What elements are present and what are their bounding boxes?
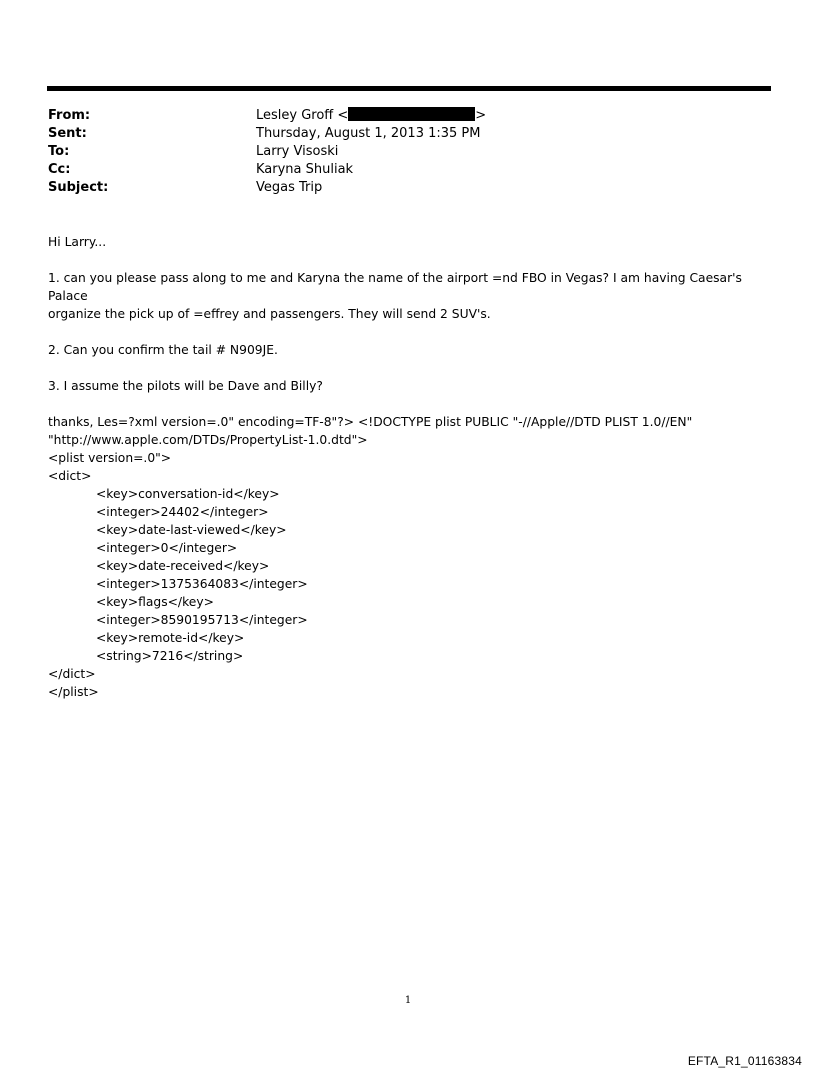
dict-entry: <integer>1375364083</integer>: [96, 577, 308, 591]
greeting: Hi Larry...: [48, 235, 107, 249]
to-label: To:: [48, 144, 70, 159]
from-email-close: >: [475, 108, 487, 123]
page-number: 1: [404, 995, 412, 1006]
from-label: From:: [48, 108, 91, 123]
dict-entry: <key>date-last-viewed</key>: [96, 523, 287, 537]
email-body: [48, 233, 778, 701]
sent-row: [48, 125, 486, 143]
to-value: Larry Visoski: [256, 144, 339, 159]
subject-label: Subject:: [48, 180, 109, 195]
dict-entry: <key>date-received</key>: [96, 559, 270, 573]
document-id: EFTA_R1_01163834: [687, 1054, 802, 1068]
dict-open: <dict>: [48, 469, 92, 483]
to-row: [48, 143, 486, 161]
dict-entry: <integer>24402</integer>: [96, 505, 269, 519]
dict-entry: <integer>0</integer>: [96, 541, 238, 555]
from-value: [256, 107, 486, 125]
subject-value: Vegas Trip: [256, 180, 323, 195]
item-2: 2. Can you confirm the tail # N909JE.: [48, 343, 278, 357]
email-header: [48, 107, 486, 197]
dict-entry: <key>conversation-id</key>: [96, 487, 280, 501]
cc-label: Cc:: [48, 162, 71, 177]
signoff-line-1: thanks, Les=?xml version=.0" encoding=TF-8"?> <!DOCTYPE plist PUBLIC "-//Apple//DTD PLIST 1.0//EN": [48, 415, 693, 429]
subject-row: [48, 179, 486, 197]
from-row: [48, 107, 486, 125]
from-name: Lesley Groff <: [256, 108, 349, 123]
cc-value: Karyna Shuliak: [256, 162, 354, 177]
signoff-line-2: "http://www.apple.com/DTDs/PropertyList-1.0.dtd">: [48, 433, 368, 447]
item-1-line-1: 1. can you please pass along to me and Karyna the name of the airport =nd FBO in Vegas? I am having Caesar's Palace: [48, 271, 742, 303]
dict-entry: <integer>8590195713</integer>: [96, 613, 308, 627]
dict-entry: <key>flags</key>: [96, 595, 214, 609]
dict-close: </dict>: [48, 667, 96, 681]
sent-value: Thursday, August 1, 2013 1:35 PM: [256, 126, 481, 141]
redacted-email-block: [348, 107, 475, 121]
dict-entry: <key>remote-id</key>: [96, 631, 245, 645]
dict-entry: <string>7216</string>: [96, 649, 244, 663]
cc-row: [48, 161, 486, 179]
plist-open: <plist version=.0">: [48, 451, 172, 465]
item-3: 3. I assume the pilots will be Dave and Billy?: [48, 379, 323, 393]
item-1-line-2: organize the pick up of =effrey and passengers. They will send 2 SUV's.: [48, 307, 491, 321]
header-divider: [47, 86, 771, 91]
sent-label: Sent:: [48, 126, 87, 141]
plist-close: </plist>: [48, 685, 99, 699]
